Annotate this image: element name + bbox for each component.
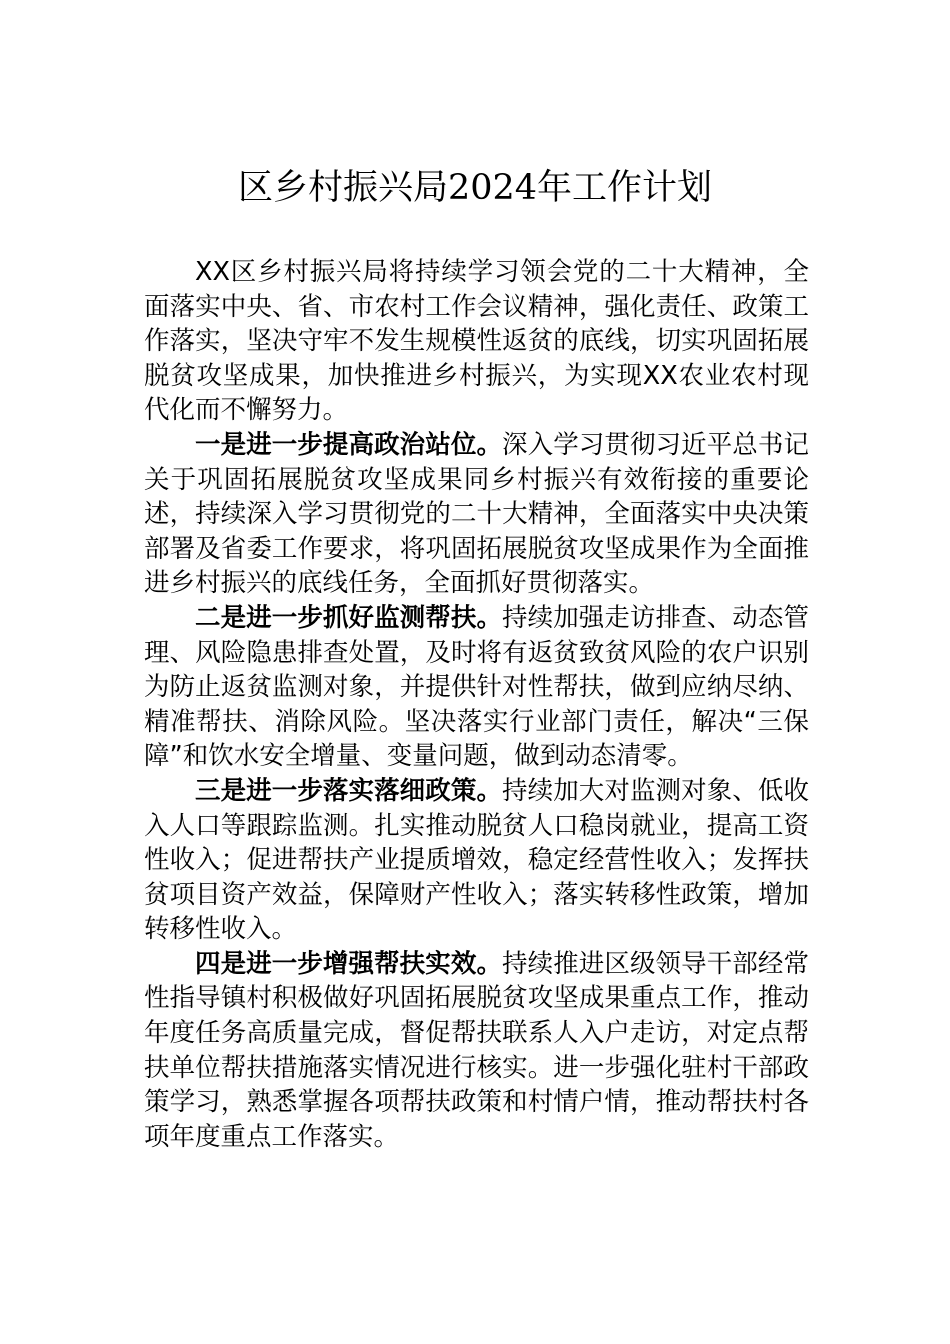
section-paragraph-3 bbox=[144, 774, 809, 947]
section-paragraph-4 bbox=[144, 947, 809, 1155]
section-text-4: 持续推进区级领导干部经常性指导镇村积极做好巩固拓展脱贫攻坚成果重点工作，推动年度任务高质量完成，督促帮扶联系人入户走访，对定点帮扶单位帮扶措施落实情况进行核实。进一步强化驻村干部政策学习，熟悉掌握各项帮扶政策和村情户情，推动帮扶村各项年度重点工作落实。 bbox=[144, 948, 809, 1152]
document-body bbox=[144, 255, 809, 1154]
section-paragraph-2 bbox=[144, 601, 809, 774]
section-text-3: 持续加大对监测对象、低收入人口等跟踪监测。扎实推动脱贫人口稳岗就业，提高工资性收入；促进帮扶产业提质增效，稳定经营性收入；发挥扶贫项目资产效益，保障财产性收入；落实转移性政策，增加转移性收入。 bbox=[144, 775, 809, 945]
section-lead-1: 一是进一步提高政治站位。 bbox=[195, 429, 503, 460]
section-text-1: 深入学习贯彻习近平总书记关于巩固拓展脱贫攻坚成果同乡村振兴有效衔接的重要论述，持续深入学习贯彻党的二十大精神，全面落实中央决策部署及省委工作要求，将巩固拓展脱贫攻坚成果作为全面推进乡村振兴的底线任务，全面抓好贯彻落实。 bbox=[144, 429, 809, 599]
document-title: 区乡村振兴局2024年工作计划 bbox=[237, 168, 713, 208]
section-lead-2: 二是进一步抓好监测帮扶。 bbox=[195, 602, 503, 633]
intro-paragraph: XX区乡村振兴局将持续学习领会党的二十大精神，全面落实中央、省、市农村工作会议精神，强化责任、政策工作落实，坚决守牢不发生规模性返贫的底线，切实巩固拓展脱贫攻坚成果，加快推进乡村振兴，为实现XX农业农村现代化而不懈努力。 bbox=[144, 257, 809, 426]
section-paragraph-1 bbox=[144, 428, 809, 601]
section-lead-3: 三是进一步落实落细政策。 bbox=[195, 775, 503, 806]
section-text-2: 持续加强走访排查、动态管理、风险隐患排查处置，及时将有返贫致贫风险的农户识别为防止返贫监测对象，并提供针对性帮扶，做到应纳尽纳、精准帮扶、消除风险。坚决落实行业部门责任，解决“三保障”和饮水安全增量、变量问题，做到动态清零。 bbox=[144, 602, 809, 772]
section-lead-4: 四是进一步增强帮扶实效。 bbox=[195, 948, 503, 979]
